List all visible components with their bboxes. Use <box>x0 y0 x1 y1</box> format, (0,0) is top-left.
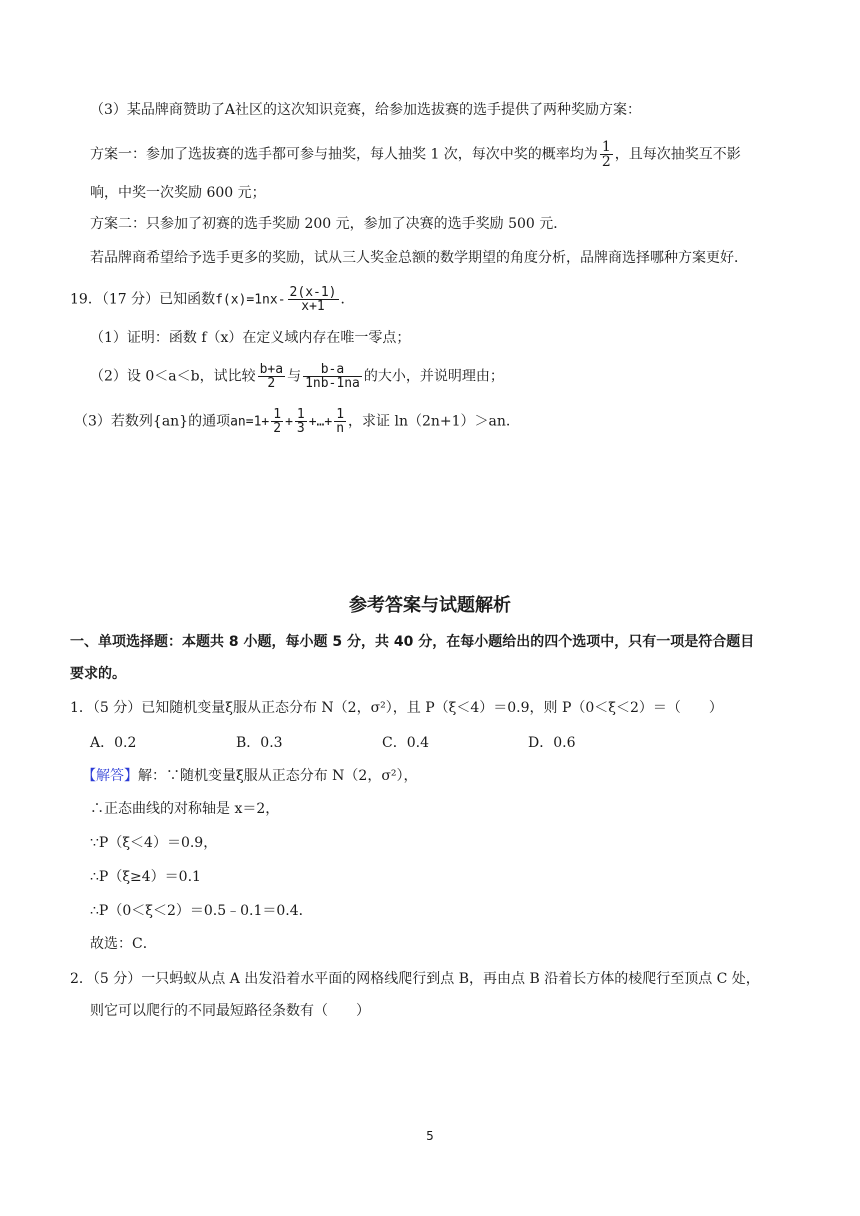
page-number: 5 <box>426 1129 434 1143</box>
q18-plan2: 方案二：只参加了初赛的选手奖励 200 元，参加了决赛的选手奖励 500 元． <box>90 216 568 232</box>
q1-stem: 1．（5 分）已知随机变量ξ服从正态分布 N（2，σ²），且 P（ξ＜4）＝0.9，则 P（0＜ξ＜2）＝（ ） <box>70 700 723 716</box>
fraction-1-3: $\frac{1}{3}$ <box>296 407 305 436</box>
solution-tag: 【解答】 <box>82 768 138 784</box>
q1-option-b: B．0.3 <box>236 735 283 751</box>
q18-part3-intro: （3）某品牌商赞助了A社区的这次知识竞赛，给参加选拔赛的选手提供了两种奖励方案： <box>90 102 642 118</box>
section1-heading-line2: 要求的。 <box>70 666 126 682</box>
fraction-one-half: $\frac{1}{2}$ <box>601 139 611 170</box>
q19-part3: （3）若数列{an}的通项an=1+ $\frac{1}{2}$ + $\frac{1}{3}$ +…+ $\frac{1}{n}$ ，求证 ln（2n+1）＞an. <box>74 407 511 436</box>
q1-option-c: C．0.4 <box>382 735 429 751</box>
section1-heading-line1: 一、单项选择题：本题共 8 小题，每小题 5 分，共 40 分，在每小题给出的四个选项中，只有一项是符合题目 <box>70 634 755 650</box>
q1-solution-line1: 【解答】解：∵随机变量ξ服从正态分布 N（2，σ²）， <box>82 768 418 784</box>
q1-solution-line4: ∴P（ξ≥4）＝0.1 <box>90 869 201 885</box>
q1-option-d: D．0.6 <box>528 735 576 751</box>
q18-plan1-line2: 响，中奖一次奖励 600 元； <box>90 185 266 201</box>
q19-fraction-log-mean: $\frac{b-a}{1nb-1na}$ <box>305 362 360 391</box>
q1-solution-line2: ∴正态曲线的对称轴是 x＝2， <box>90 801 280 817</box>
q19-stem: 19．（17 分）已知函数f(x)=1nx- $\frac{2(x-1)}{x+1}$ ． <box>70 285 355 314</box>
q2-stem-line1: 2．（5 分）一只蚂蚁从点 A 出发沿着水平面的网格线爬行到点 B，再由点 B 沿着长方体的棱爬行至顶点 C 处， <box>70 971 760 987</box>
q1-solution-line3: ∵P（ξ＜4）＝0.9， <box>90 835 218 851</box>
q18-plan1-line1: 方案一：参加了选拔赛的选手都可参与抽奖，每人抽奖 1 次，每次中奖的概率均为 $\frac{1}{2}$ ，且每次抽奖互不影 <box>90 139 741 170</box>
q19-part1: （1）证明：函数 f（x）在定义域内存在唯一零点； <box>90 330 411 346</box>
q1-solution-line6: 故选：C． <box>90 936 157 952</box>
q19-part2: （2）设 0＜a＜b，试比较 $\frac{b+a}{2}$ 与 $\frac{b-a}{1nb-1na}$ 的大小，并说明理由； <box>90 362 504 391</box>
fraction-1-n: $\frac{1}{n}$ <box>336 407 345 436</box>
q19-function-fraction: $\frac{2(x-1)}{x+1}$ <box>289 285 337 314</box>
answers-title: 参考答案与试题解析 <box>349 595 511 616</box>
q2-stem-line2: 则它可以爬行的不同最短路径条数有（ ） <box>90 1003 370 1019</box>
q1-solution-line5: ∴P（0＜ξ＜2）＝0.5﹣0.1＝0.4． <box>90 903 313 919</box>
q1-options <box>90 733 674 753</box>
q18-question: 若品牌商希望给予选手更多的奖励，试从三人奖金总额的数学期望的角度分析，品牌商选择哪种方案更好． <box>90 250 748 266</box>
q1-option-a: A．0.2 <box>90 735 137 751</box>
q19-fraction-mean: $\frac{b+a}{2}$ <box>259 362 284 391</box>
fraction-1-2: $\frac{1}{2}$ <box>273 407 282 436</box>
